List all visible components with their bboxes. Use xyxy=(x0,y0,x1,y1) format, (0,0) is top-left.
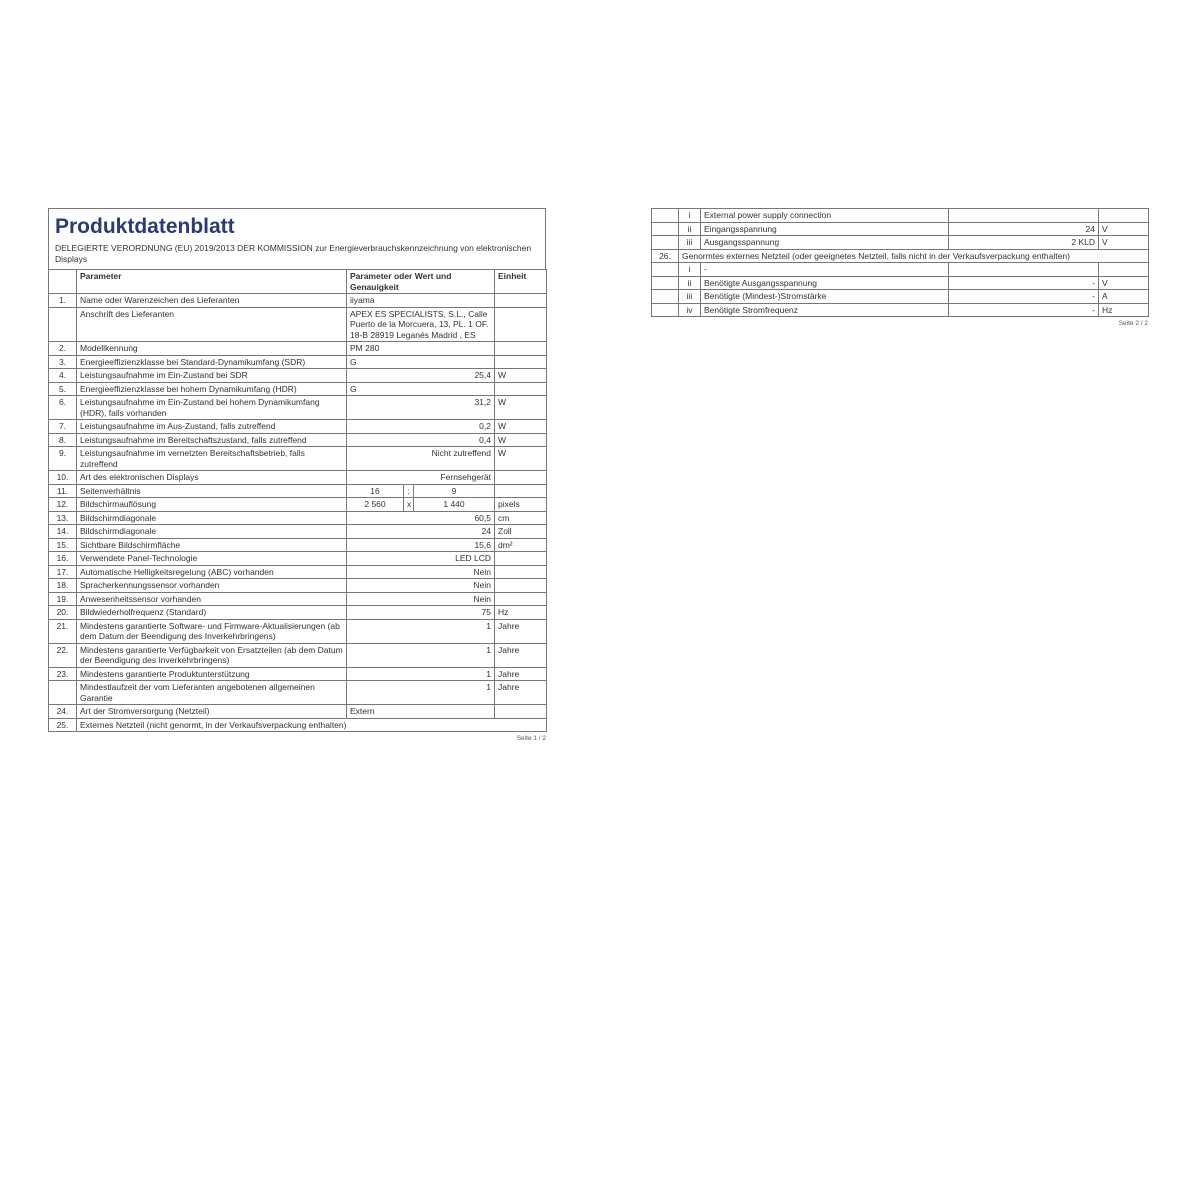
parameter-value: G xyxy=(347,382,495,396)
row-number: 9. xyxy=(49,447,77,471)
parameter-label: Benötigte Ausgangsspannung xyxy=(701,276,949,290)
table-row xyxy=(49,396,547,420)
row-number xyxy=(652,236,679,250)
row-number: 5. xyxy=(49,382,77,396)
table-row xyxy=(652,263,1149,277)
unit xyxy=(495,565,547,579)
unit: Jahre xyxy=(495,681,547,705)
row-number: 4. xyxy=(49,369,77,383)
roman-numeral: iii xyxy=(679,290,701,304)
unit: V xyxy=(1099,222,1149,236)
parameter-label: External power supply connection xyxy=(701,209,949,223)
parameter-label: Bildschirmdiagonale xyxy=(77,511,347,525)
parameter-value: 0,4 xyxy=(347,433,495,447)
roman-numeral: iii xyxy=(679,236,701,250)
row-number xyxy=(652,263,679,277)
parameter-value: 1 xyxy=(347,643,495,667)
table-row xyxy=(49,369,547,383)
parameter-value: 25,4 xyxy=(347,369,495,383)
page-title: Produktdatenblatt xyxy=(55,215,235,238)
table-row xyxy=(49,484,547,498)
table-row xyxy=(49,447,547,471)
parameter-label: Eingangsspannung xyxy=(701,222,949,236)
table-row xyxy=(49,294,547,308)
parameter-value: 31,2 xyxy=(347,396,495,420)
unit: W xyxy=(495,396,547,420)
unit: cm xyxy=(495,511,547,525)
unit: V xyxy=(1099,236,1149,250)
table-row xyxy=(652,290,1149,304)
row-number xyxy=(49,307,77,342)
row-number: 25. xyxy=(49,718,77,732)
unit: W xyxy=(495,420,547,434)
unit: V xyxy=(1099,276,1149,290)
parameter-value: Nein xyxy=(347,579,495,593)
parameter-label: Modellkennung xyxy=(77,342,347,356)
parameter-value: 15,6 xyxy=(347,538,495,552)
value-separator: : xyxy=(404,484,414,498)
table-row xyxy=(49,619,547,643)
table-row xyxy=(49,718,547,732)
unit xyxy=(495,294,547,308)
parameter-value: - xyxy=(949,290,1099,304)
parameter-value: APEX ES SPECIALISTS, S.L., Calle Puerto de la Morcuera, 13, PL. 1 OF. 18-B 28919 Leganés Madrid , ES xyxy=(347,307,495,342)
unit xyxy=(495,705,547,719)
page-number: Seite 2 / 2 xyxy=(1118,320,1148,327)
value-separator: x xyxy=(404,498,414,512)
unit: W xyxy=(495,433,547,447)
parameter-table xyxy=(48,269,547,732)
table-row xyxy=(49,433,547,447)
unit xyxy=(495,342,547,356)
table-row xyxy=(49,382,547,396)
unit xyxy=(495,552,547,566)
row-number: 26. xyxy=(652,249,679,263)
table-row xyxy=(49,307,547,342)
roman-numeral: ii xyxy=(679,276,701,290)
parameter-value: Extern xyxy=(347,705,495,719)
parameter-label: Genormtes externes Netzteil (oder geeignetes Netzteil, falls nicht in der Verkaufsverpackung enthalten) xyxy=(679,249,1149,263)
row-number: 12. xyxy=(49,498,77,512)
row-number xyxy=(652,276,679,290)
unit: W xyxy=(495,369,547,383)
parameter-label: Name oder Warenzeichen des Lieferanten xyxy=(77,294,347,308)
row-number: 19. xyxy=(49,592,77,606)
parameter-header: Parameter xyxy=(77,270,347,294)
table-row xyxy=(652,236,1149,250)
unit xyxy=(495,579,547,593)
parameter-label: Externes Netzteil (nicht genormt, in der Verkaufsverpackung enthalten) xyxy=(77,718,547,732)
parameter-value: - xyxy=(949,303,1099,317)
power-supply-table xyxy=(651,208,1149,317)
value-first: 2 560 xyxy=(347,498,404,512)
table-row xyxy=(652,209,1149,223)
unit: Jahre xyxy=(495,643,547,667)
table-row xyxy=(49,342,547,356)
parameter-label: Art des elektronischen Displays xyxy=(77,471,347,485)
table-row xyxy=(49,420,547,434)
unit xyxy=(495,592,547,606)
parameter-label: Benötigte (Mindest-)Stromstärke xyxy=(701,290,949,304)
roman-numeral: ii xyxy=(679,222,701,236)
parameter-label: Sichtbare Bildschirmfläche xyxy=(77,538,347,552)
parameter-label: Leistungsaufnahme im Bereitschaftszustand, falls zutreffend xyxy=(77,433,347,447)
row-number: 7. xyxy=(49,420,77,434)
parameter-value: G xyxy=(347,355,495,369)
unit: Jahre xyxy=(495,667,547,681)
unit xyxy=(495,484,547,498)
parameter-label: Bildschirmdiagonale xyxy=(77,525,347,539)
table-row xyxy=(652,303,1149,317)
table-row xyxy=(49,511,547,525)
row-number: 1. xyxy=(49,294,77,308)
table-row xyxy=(49,579,547,593)
parameter-label: Energieeffizienzklasse bei hohem Dynamikumfang (HDR) xyxy=(77,382,347,396)
parameter-label: - xyxy=(701,263,949,277)
datasheet-page-1 xyxy=(48,208,546,742)
table-row xyxy=(49,355,547,369)
parameter-label: Anwesenheitssensor vorhanden xyxy=(77,592,347,606)
parameter-label: Mindestens garantierte Verfügbarkeit von Ersatzteilen (ab dem Datum der Beendigung des Inverkehrbringens) xyxy=(77,643,347,667)
table-row xyxy=(49,498,547,512)
unit-header: Einheit xyxy=(495,270,547,294)
parameter-value: Nein xyxy=(347,565,495,579)
row-number: 10. xyxy=(49,471,77,485)
table-row xyxy=(49,471,547,485)
parameter-label: Automatische Helligkeitsregelung (ABC) vorhanden xyxy=(77,565,347,579)
power-supply-table-body xyxy=(652,209,1149,317)
row-number: 14. xyxy=(49,525,77,539)
value-header: Parameter oder Wert und Genauigkeit xyxy=(347,270,495,294)
row-number: 18. xyxy=(49,579,77,593)
parameter-value: - xyxy=(949,276,1099,290)
unit xyxy=(1099,263,1149,277)
parameter-label: Leistungsaufnahme im Ein-Zustand bei hohem Dynamikumfang (HDR), falls vorhanden xyxy=(77,396,347,420)
parameter-value: Fernsehgerät xyxy=(347,471,495,485)
sheet-header xyxy=(48,208,546,269)
table-header-row xyxy=(49,270,547,294)
parameter-label: Spracherkennungssensor vorhanden xyxy=(77,579,347,593)
row-number: 22. xyxy=(49,643,77,667)
unit: Zoll xyxy=(495,525,547,539)
parameter-label: Benötigte Stromfrequenz xyxy=(701,303,949,317)
parameter-label: Mindestens garantierte Software- und Firmware-Aktualisierungen (ab dem Datum der Beendigung des Inverkehrbringens) xyxy=(77,619,347,643)
table-row xyxy=(49,565,547,579)
parameter-label: Bildschirmauflösung xyxy=(77,498,347,512)
table-row xyxy=(49,552,547,566)
row-number: 23. xyxy=(49,667,77,681)
parameter-label: Mindestens garantierte Produktunterstützung xyxy=(77,667,347,681)
unit xyxy=(495,471,547,485)
unit xyxy=(495,355,547,369)
page-number: Seite 1 / 2 xyxy=(516,735,546,742)
parameter-label: Seitenverhältnis xyxy=(77,484,347,498)
unit xyxy=(495,382,547,396)
datasheet-page-2 xyxy=(651,208,1148,327)
row-number: 2. xyxy=(49,342,77,356)
table-row xyxy=(49,705,547,719)
row-number: 13. xyxy=(49,511,77,525)
row-number: 20. xyxy=(49,606,77,620)
row-number: 21. xyxy=(49,619,77,643)
parameter-label: Art der Stromversorgung (Netzteil) xyxy=(77,705,347,719)
table-row xyxy=(49,667,547,681)
table-row xyxy=(49,643,547,667)
parameter-label: Mindestlaufzeit der vom Lieferanten angebotenen allgemeinen Garantie xyxy=(77,681,347,705)
parameter-value: PM 280 xyxy=(347,342,495,356)
unit: pixels xyxy=(495,498,547,512)
parameter-table-body xyxy=(49,294,547,732)
parameter-label: Bildwiederholfrequenz (Standard) xyxy=(77,606,347,620)
row-number: 15. xyxy=(49,538,77,552)
parameter-value: 1 xyxy=(347,681,495,705)
table-row xyxy=(49,525,547,539)
table-row xyxy=(49,681,547,705)
row-number xyxy=(652,209,679,223)
unit: Hz xyxy=(495,606,547,620)
roman-numeral: i xyxy=(679,209,701,223)
table-row xyxy=(652,249,1149,263)
parameter-label: Anschrift des Lieferanten xyxy=(77,307,347,342)
roman-numeral: iv xyxy=(679,303,701,317)
parameter-value: iiyama xyxy=(347,294,495,308)
value-first: 16 xyxy=(347,484,404,498)
row-number: 3. xyxy=(49,355,77,369)
row-number: 11. xyxy=(49,484,77,498)
parameter-value: 1 xyxy=(347,619,495,643)
parameter-label: Leistungsaufnahme im Ein-Zustand bei SDR xyxy=(77,369,347,383)
unit: W xyxy=(495,447,547,471)
row-number: 16. xyxy=(49,552,77,566)
unit: Jahre xyxy=(495,619,547,643)
table-row xyxy=(49,606,547,620)
table-row xyxy=(49,538,547,552)
parameter-value: 0,2 xyxy=(347,420,495,434)
row-number: 17. xyxy=(49,565,77,579)
parameter-value: 24 xyxy=(347,525,495,539)
unit: A xyxy=(1099,290,1149,304)
unit xyxy=(495,307,547,342)
parameter-label: Ausgangsspannung xyxy=(701,236,949,250)
parameter-value xyxy=(949,209,1099,223)
row-number xyxy=(652,303,679,317)
parameter-label: Verwendete Panel-Technologie xyxy=(77,552,347,566)
row-number xyxy=(49,681,77,705)
row-number: 6. xyxy=(49,396,77,420)
value-second: 9 xyxy=(414,484,495,498)
parameter-value: 2 KLD xyxy=(949,236,1099,250)
number-header xyxy=(49,270,77,294)
parameter-value: Nein xyxy=(347,592,495,606)
parameter-value: 1 xyxy=(347,667,495,681)
row-number: 24. xyxy=(49,705,77,719)
parameter-value: 75 xyxy=(347,606,495,620)
parameter-value xyxy=(949,263,1099,277)
row-number xyxy=(652,290,679,304)
regulation-subtitle: DELEGIERTE VERORDNUNG (EU) 2019/2013 DER KOMMISSION zur Energieverbrauchskennzeichnung von elektronischen Displays xyxy=(55,243,532,264)
table-row xyxy=(49,592,547,606)
unit xyxy=(1099,209,1149,223)
parameter-value: LED LCD xyxy=(347,552,495,566)
roman-numeral: i xyxy=(679,263,701,277)
value-second: 1 440 xyxy=(414,498,495,512)
unit: Hz xyxy=(1099,303,1149,317)
parameter-value: 60,5 xyxy=(347,511,495,525)
parameter-label: Leistungsaufnahme im vernetzten Bereitschaftsbetrieb, falls zutreffend xyxy=(77,447,347,471)
table-row xyxy=(652,276,1149,290)
row-number: 8. xyxy=(49,433,77,447)
unit: dm² xyxy=(495,538,547,552)
row-number xyxy=(652,222,679,236)
parameter-value: Nicht zutreffend xyxy=(347,447,495,471)
parameter-value: 24 xyxy=(949,222,1099,236)
parameter-label: Energieeffizienzklasse bei Standard-Dynamikumfang (SDR) xyxy=(77,355,347,369)
parameter-label: Leistungsaufnahme im Aus-Zustand, falls zutreffend xyxy=(77,420,347,434)
table-row xyxy=(652,222,1149,236)
